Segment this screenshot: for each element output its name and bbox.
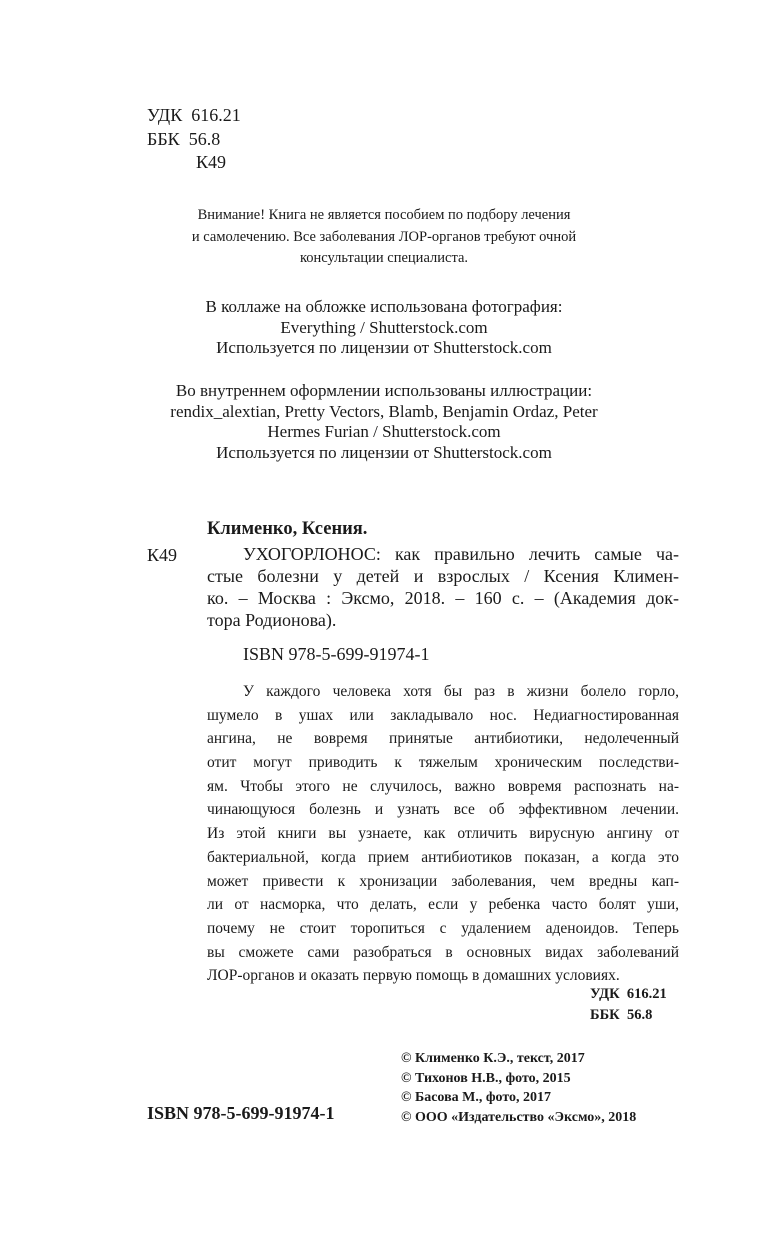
copyright-line: © ООО «Издательство «Эксмо», 2018 xyxy=(401,1109,637,1125)
notice-line: и самолечению. Все заболевания ЛОР-органов требуют очной xyxy=(191,228,577,245)
copyright-line: © Басова М., фото, 2017 xyxy=(401,1090,552,1105)
credits-line: rendix_alextian, Pretty Vectors, Blamb, Benjamin Ordaz, Peter xyxy=(170,401,598,421)
annotation-line: ли от насморка, что делать, если у ребенка часто болят уши, xyxy=(207,896,679,914)
biblio-line: стые болезни у детей и взрослых / Ксения Климен- xyxy=(207,566,679,586)
annotation-line: У каждого человека хотя бы раз в жизни болело горло, xyxy=(243,683,679,700)
biblio-line: ко. – Москва : Эксмо, 2018. – 160 с. – (Академия док- xyxy=(207,588,679,608)
credits-line: В коллаже на обложке использована фотография: xyxy=(205,297,563,316)
biblio-line: тора Родионова). xyxy=(207,610,337,630)
annotation-line: вы сможете сами разобраться в основных видах заболеваний xyxy=(207,943,679,961)
cover-credits xyxy=(0,297,768,359)
bbk-label: ББК xyxy=(590,1007,620,1023)
annotation-line: бактериальной, когда прием антибиотиков показан, а когда это xyxy=(207,848,679,866)
copyright-block xyxy=(401,1049,636,1127)
bbk-value: 56.8 xyxy=(188,128,221,149)
author-heading: Клименко, Ксения. xyxy=(207,519,368,539)
credits-line: Используется по лицензии от Shutterstock.com xyxy=(216,338,552,357)
annotation-line: шумело в ушах или закладывало нос. Недиагностированная xyxy=(207,706,679,724)
annotation-line: чинающуюся болезнь и узнать все об эффективном лечении. xyxy=(207,801,679,819)
bbk-row xyxy=(590,1005,667,1026)
bbk-row xyxy=(147,128,241,152)
credits-line: Во внутреннем оформлении использованы иллюстрации: xyxy=(175,381,593,400)
illustration-credits xyxy=(0,381,768,463)
bibliographic-description xyxy=(207,543,679,631)
annotation-line: может привести к хронизации заболевания, чем вредны кап- xyxy=(207,872,679,890)
notice-line: консультации специалиста. xyxy=(299,250,469,266)
annotation-line: отит могут приводить к тяжелым хроническим последстви- xyxy=(207,754,679,772)
bbk-value: 56.8 xyxy=(626,1007,653,1023)
annotation-line: ям. Чтобы этого не случилось, важно вовремя распознать на- xyxy=(207,777,679,795)
annotation-line: ЛОР-органов и оказать первую помощь в домашних условиях. xyxy=(207,967,620,985)
classification-block-top xyxy=(147,104,241,175)
author-mark: К49 xyxy=(196,152,227,172)
annotation-line: Из этой книги вы узнаете, как отличить вирусную ангину от xyxy=(207,825,679,843)
udk-value: 616.21 xyxy=(191,105,241,125)
annotation-line: почему не стоит торопиться с удалением аденоидов. Теперь xyxy=(207,919,679,937)
copyright-line: © Клименко К.Э., текст, 2017 xyxy=(401,1051,585,1066)
credits-line: Everything / Shutterstock.com xyxy=(280,317,488,337)
udk-label: УДК xyxy=(147,105,183,125)
udk-label: УДК xyxy=(590,986,620,1002)
classification-block-bottom xyxy=(590,984,667,1026)
medical-notice xyxy=(0,205,768,270)
annotation-paragraph xyxy=(207,680,679,988)
credits-line: Hermes Furian / Shutterstock.com xyxy=(267,422,501,441)
udk-row xyxy=(147,104,241,128)
biblio-line: УХОГОРЛОНОС: как правильно лечить самые ча- xyxy=(243,544,679,564)
credits-line: Используется по лицензии от Shutterstock.com xyxy=(216,442,552,462)
annotation-line: ангина, не вовремя принятые антибиотики, недолеченный xyxy=(207,730,679,748)
udk-value: 616.21 xyxy=(626,986,667,1002)
copyright-line: © Тихонов Н.В., фото, 2015 xyxy=(401,1070,571,1086)
author-mark-row xyxy=(147,151,241,175)
isbn-bottom: ISBN 978-5-699-91974-1 xyxy=(147,1103,335,1123)
udk-row xyxy=(590,984,667,1005)
notice-line: Внимание! Книга не является пособием по подбору лечения xyxy=(197,207,571,223)
bbk-label: ББК xyxy=(147,128,180,149)
author-mark-margin: К49 xyxy=(147,545,178,565)
isbn-text: ISBN 978-5-699-91974-1 xyxy=(243,644,430,664)
